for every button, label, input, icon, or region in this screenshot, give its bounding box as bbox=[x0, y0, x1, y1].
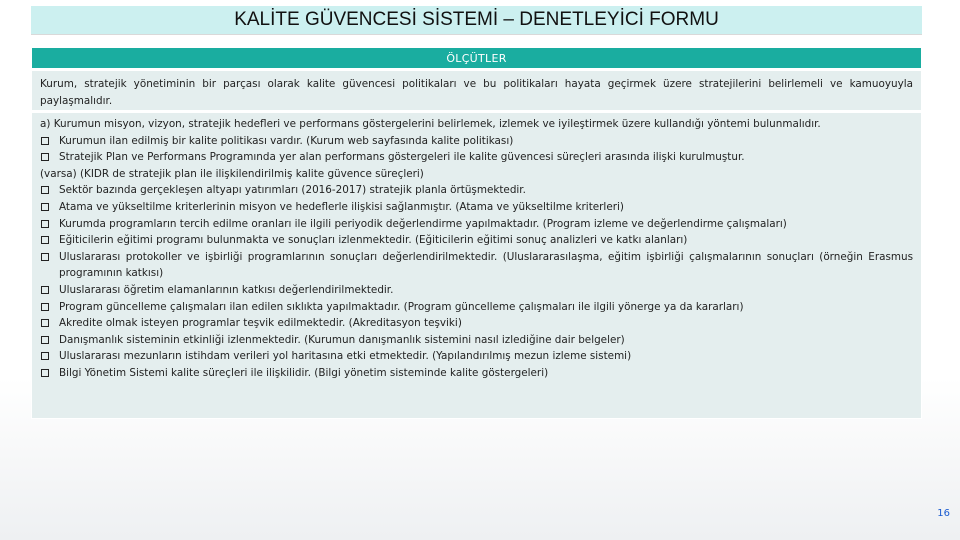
checkbox-icon bbox=[41, 253, 49, 261]
checkbox-icon bbox=[41, 186, 49, 194]
checklist-item: Danışmanlık sisteminin etkinliği izlenmektedir. (Kurumun danışmanlık sistemini nasıl izlediğine dair belgeler) bbox=[40, 332, 913, 349]
checkbox-icon bbox=[41, 319, 49, 327]
criteria-heading: a) Kurumun misyon, vizyon, stratejik hedefleri ve performans göstergelerini belirlemek, izlemek ve iyileştirmek üzere kullandığı yöntemi bulunmalıdır. bbox=[40, 118, 821, 130]
checkbox-icon bbox=[41, 153, 49, 161]
checkbox-icon bbox=[41, 286, 49, 294]
checkbox-icon bbox=[41, 303, 49, 311]
checklist-item: Akredite olmak isteyen programlar teşvik edilmektedir. (Akreditasyon teşviki) bbox=[40, 315, 913, 332]
checklist-item: Kurumun ilan edilmiş bir kalite politikası vardır. (Kurum web sayfasında kalite politikası) bbox=[40, 133, 913, 150]
checkbox-icon bbox=[41, 137, 49, 145]
checkbox-icon bbox=[41, 336, 49, 344]
checkbox-icon bbox=[41, 236, 49, 244]
varsa-note: (varsa) (KIDR de stratejik plan ile ilişkilendirilmiş kalite güvence süreçleri) bbox=[40, 167, 424, 180]
checkbox-icon bbox=[41, 220, 49, 228]
checkbox-icon bbox=[41, 369, 49, 377]
checklist-item: Uluslararası protokoller ve işbirliği programlarının sonuçları değerlendirilmektedir. (Uluslararasılaşma, eğitim işbirliği çalışmalarının sonuçları (örneğin Erasmus programının katkısı) bbox=[40, 249, 913, 282]
checklist-item: Sektör bazında gerçekleşen altyapı yatırımları (2016-2017) stratejik planla örtüşmektedir. bbox=[40, 182, 913, 199]
intro-row: Kurum, stratejik yönetiminin bir parçası olarak kalite güvencesi politikaları ve bu politikaları hayata geçirmek üzere stratejilerini belirlemeli ve kamuoyuyla paylaşmalıdır. bbox=[31, 69, 922, 111]
checklist-item: Uluslararası öğretim elamanlarının katkısı değerlendirilmektedir. bbox=[40, 282, 913, 299]
checklist-item: Uluslararası mezunların istihdam verileri yol haritasına etki etmektedir. (Yapılandırılmış mezun izleme sistemi) bbox=[40, 348, 913, 365]
checklist-item: Atama ve yükseltilme kriterlerinin misyon ve hedeflerle ilişkisi sağlanmıştır. (Atama ve yükseltilme kriterleri) bbox=[40, 199, 913, 216]
checkbox-icon bbox=[41, 352, 49, 360]
checklist-item: Eğiticilerin eğitimi programı bulunmakta ve sonuçları izlenmektedir. (Eğiticilerin eğitimi sonuç analizleri ve katkı alanları) bbox=[40, 232, 913, 249]
page-title: KALİTE GÜVENCESİ SİSTEMİ – DENETLEYİCİ FORMU bbox=[31, 6, 922, 35]
checklist-item: Stratejik Plan ve Performans Programında yer alan performans göstergeleri ile kalite güvencesi süreçleri arasında ilişki kurulmuştur. bbox=[40, 149, 913, 166]
page-number: 16 bbox=[937, 508, 950, 519]
table-header: ÖLÇÜTLER bbox=[31, 47, 922, 69]
checklist-item: Kurumda programların tercih edilme oranları ile ilgili periyodik değerlendirme yapılmaktadır. (Program izleme ve değerlendirme çalışmaları) bbox=[40, 216, 913, 233]
checklist-item: Bilgi Yönetim Sistemi kalite süreçleri ile ilişkilidir. (Bilgi yönetim sisteminde kalite göstergeleri) bbox=[40, 365, 913, 382]
checkbox-icon bbox=[41, 203, 49, 211]
checklist-item: Program güncelleme çalışmaları ilan edilen sıklıkta yapılmaktadır. (Program güncelleme çalışmaları ile ilgili yönerge ya da kararları) bbox=[40, 299, 913, 316]
criteria-table bbox=[31, 47, 922, 419]
criteria-row bbox=[31, 111, 922, 419]
